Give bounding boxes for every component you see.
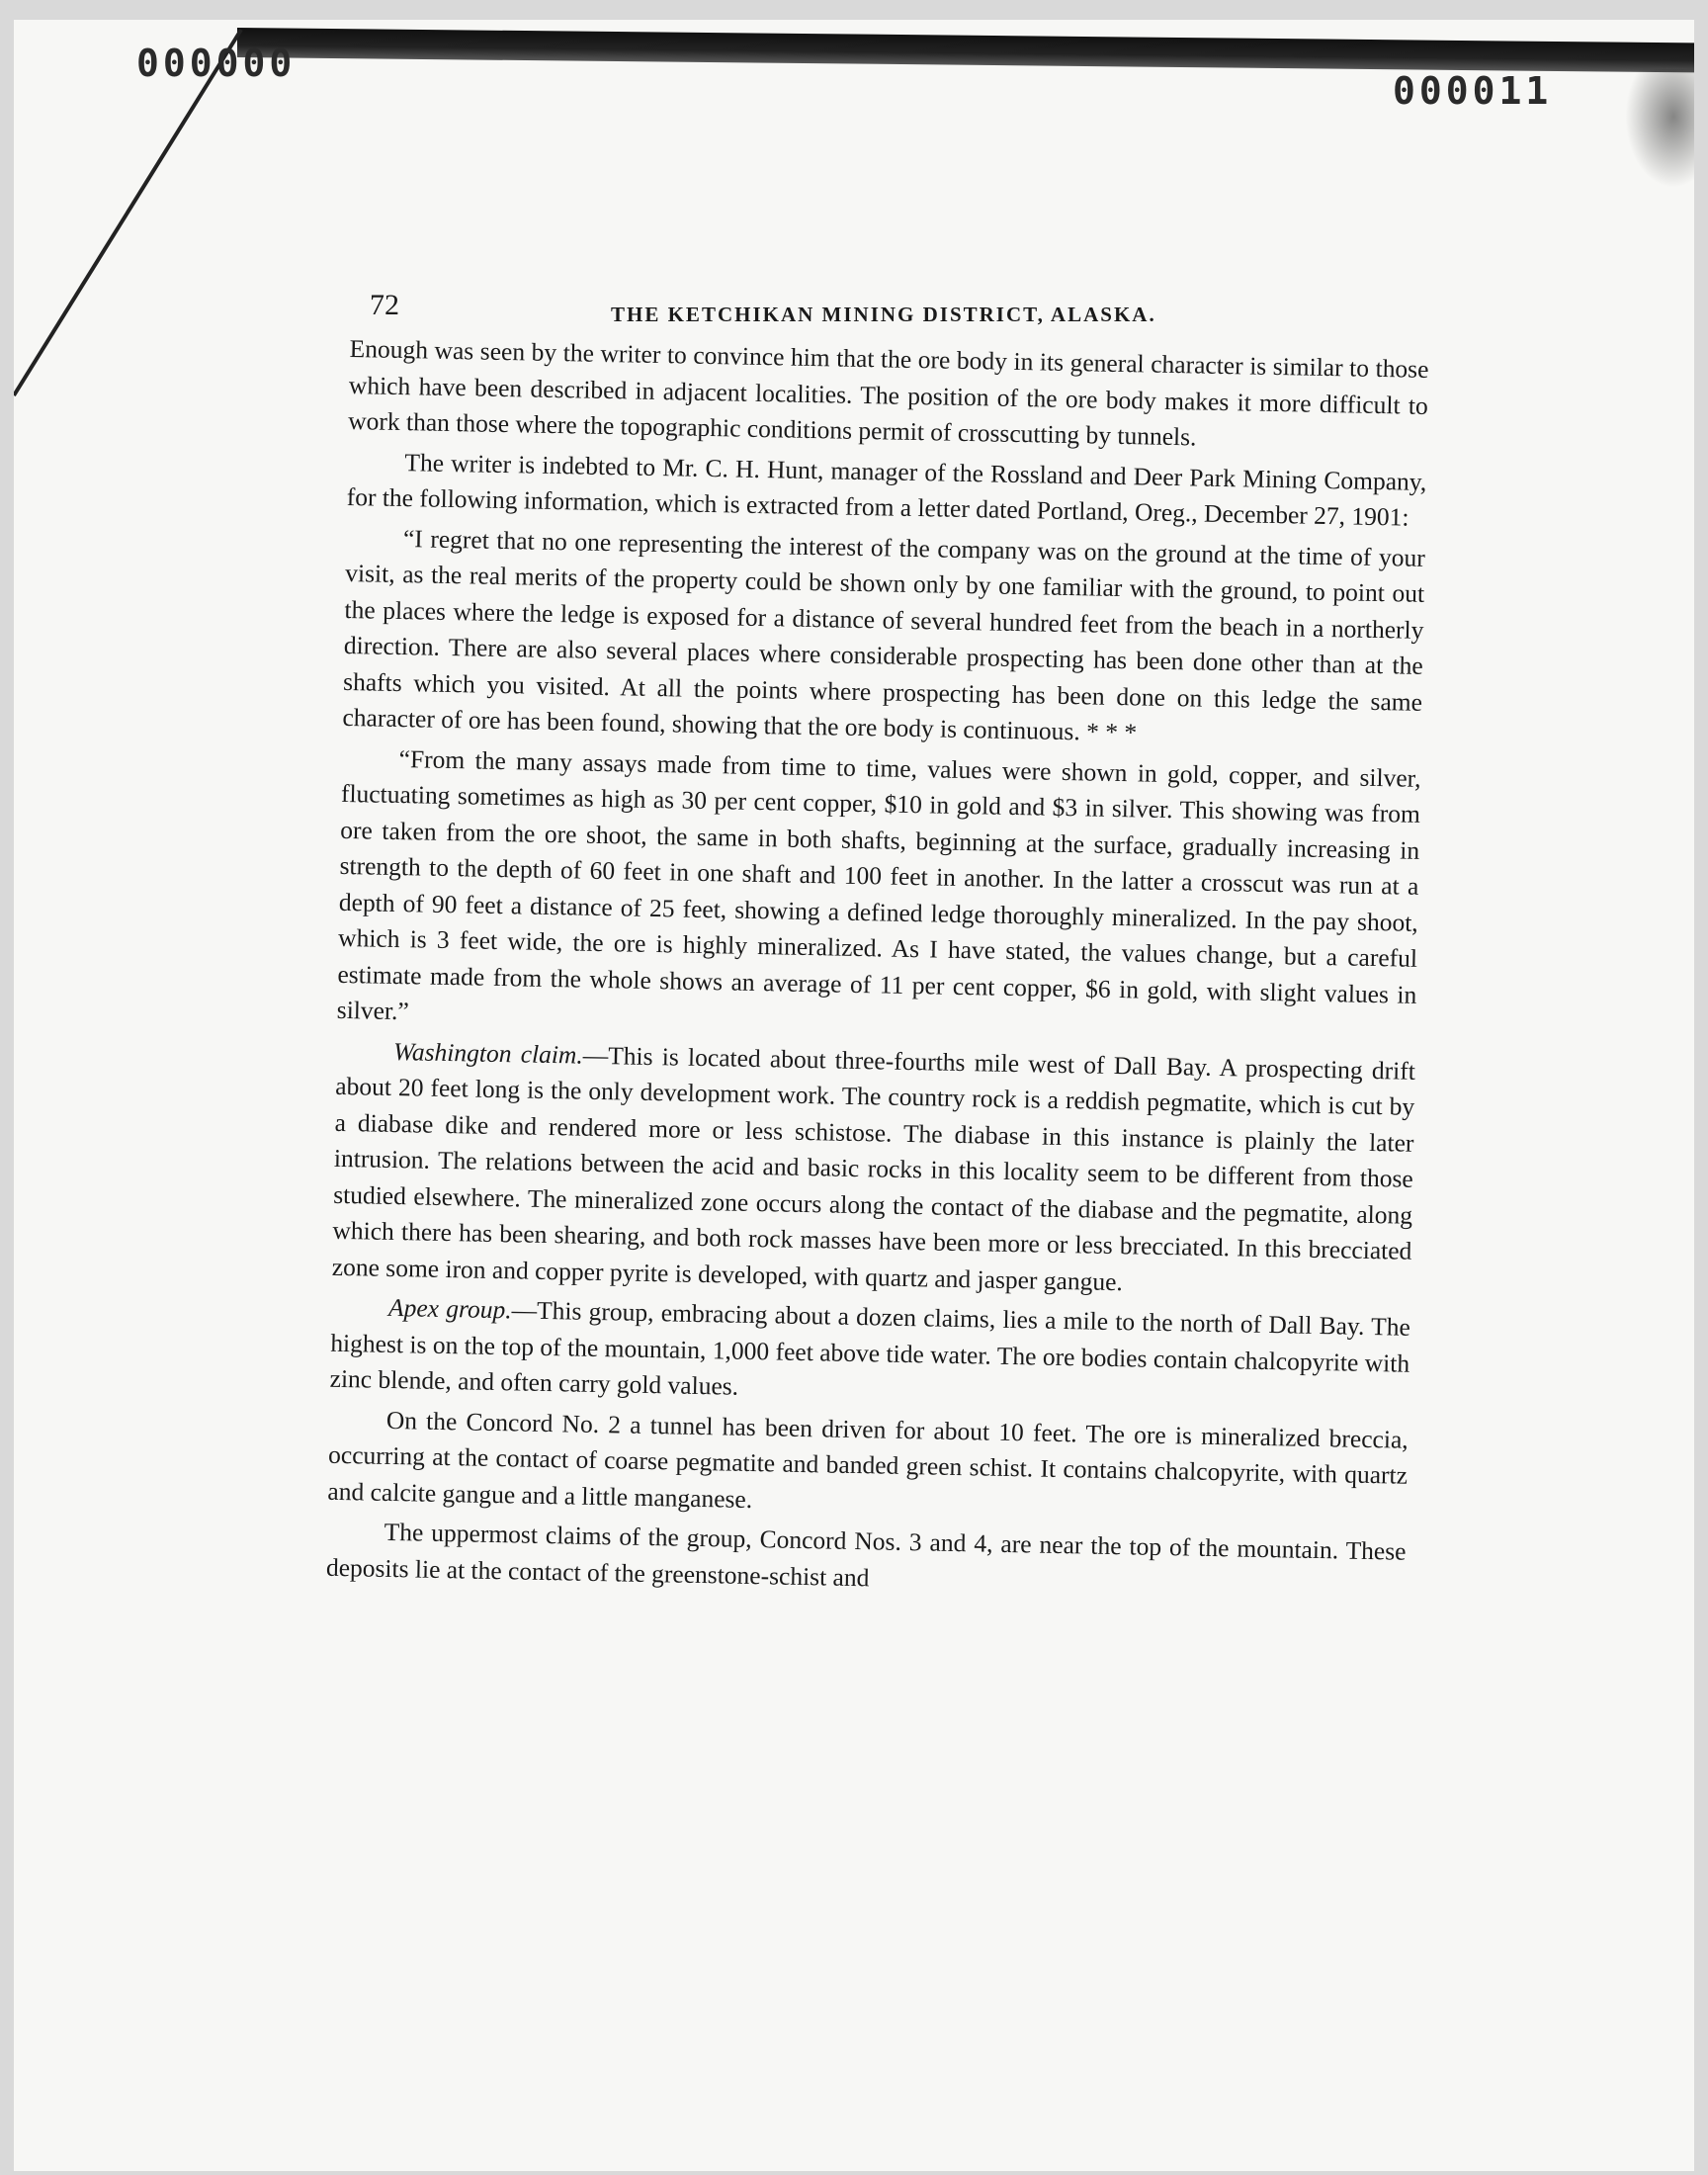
scanner-smudge — [1625, 69, 1694, 188]
paragraph-text: —This group, embracing about a dozen claims, lies a mile to the north of Dall Bay. The highest is on the top of the mountain, 1,000 feet above tide water. The ore bodies contain chalcopyrite with zinc blende, and often carry gold values. — [329, 1295, 1411, 1401]
quoted-paragraph — [342, 519, 1425, 756]
section-lead-apex-group: Apex group. — [387, 1292, 512, 1325]
paragraph — [331, 1032, 1415, 1305]
body-text — [326, 331, 1429, 1610]
paragraph-text: “From the many assays made from time to time, values were shown in gold, copper, and silver, fluctuating sometimes as high as 30 per cent copper, $10 in gold and $3 in silver. This showing was from ore taken from the ore shoot, the same in both shafts, beginning at the surface, gradually increasing in strength to the depth of 60 feet in one shaft and 100 feet in another. In the latter a crosscut was run at a depth of 90 feet a distance of 25 feet, showing a defined ledge thoroughly mineralized. In the pay shoot, which is 3 feet wide, the ore is highly mineralized. As I have stated, the values change, but a careful estimate made from the whole shows an average of 11 per cent copper, $6 in gold, with slight values in silver.” — [336, 743, 1421, 1026]
paragraph — [348, 331, 1429, 460]
page-number: 72 — [370, 289, 399, 321]
paragraph-text: The writer is indebted to Mr. C. H. Hunt, manager of the Rossland and Deer Park Mining Company, for the following information, which is extracted from a letter dated Portland, Oreg., December 27, 1901: — [346, 447, 1427, 532]
page-sheet — [14, 20, 1694, 2171]
scan-control-number-left: 000000 — [136, 42, 297, 85]
paragraph-text: Enough was seen by the writer to convince him that the ore body in its general character is similar to those which have been described in adjacent localities. The position of the ore body makes it more difficult to work than those where the topographic conditions permit of crosscutting by tunnels. — [347, 333, 1429, 452]
paragraph — [329, 1289, 1410, 1418]
paragraph-text: “I regret that no one representing the interest of the company was on the ground at the time of your visit, as the real merits of the property could be shown only by one familiar with the ground, to point out the places where the ledge is exposed for a distance of several hundred feet from the beach in a northerly direction. There are also several places where considerable prospecting has been done other than at the shafts which you visited. At all the points where prospecting has been done on this ledge the same character of ore has been found, showing that the ore body is continuous. * * * — [342, 523, 1426, 747]
paragraph — [326, 1514, 1407, 1607]
quoted-paragraph — [336, 740, 1420, 1049]
section-lead-washington-claim: Washington claim. — [392, 1036, 584, 1070]
paragraph-text: —This is located about three-fourths mile west of Dall Bay. A prospecting drift about 20 feet long is the only development work. The country rock is a reddish pegmatite, which is cut by a diabase dike and rendered more or less schistose. The diabase in this instance is plainly the later intrusion. The relations between the acid and basic rocks in this locality seem to be different from those studied elsewhere. The mineralized zone occurs along the contact of the diabase and the pegmatite, along which there has been shearing, and both rock masses have been more or less brecciated. In this brecciated zone some iron and copper pyrite is developed, with quartz and jasper gangue. — [331, 1040, 1416, 1296]
paragraph — [327, 1401, 1409, 1529]
page-header — [370, 275, 1457, 324]
running-head: THE KETCHIKAN MINING DISTRICT, ALASKA. — [611, 303, 1156, 326]
scan-control-number-right: 000011 — [1393, 69, 1553, 113]
paragraph-text: The uppermost claims of the group, Concord Nos. 3 and 4, are near the top of the mountain. These deposits lie at the contact of the greenstone-schist and — [325, 1517, 1407, 1592]
paragraph-text: On the Concord No. 2 a tunnel has been driven for about 10 feet. The ore is mineralized breccia, occurring at the contact of coarse pegmatite and banded green schist. It contains chalcopyrite, with quartz and calcite gangue and a little manganese. — [327, 1405, 1409, 1514]
